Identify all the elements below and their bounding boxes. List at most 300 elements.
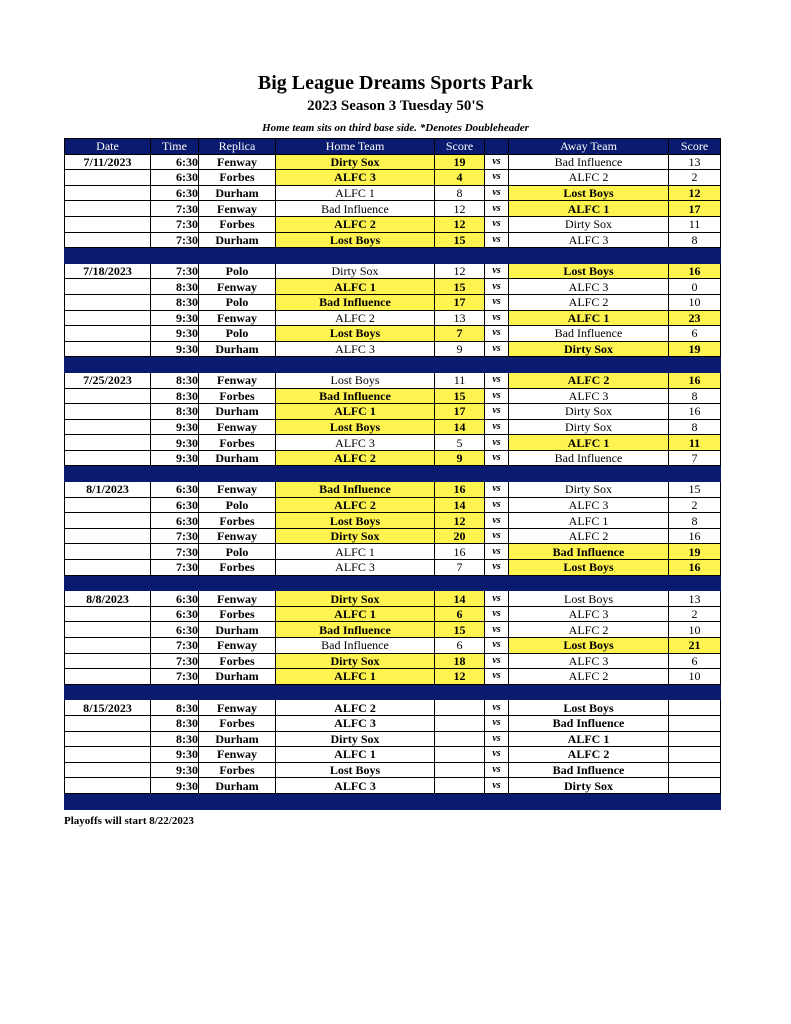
- table-row: [65, 326, 721, 342]
- week-separator: [65, 684, 721, 700]
- game-replica: Forbes: [199, 653, 276, 669]
- schedule-table: [64, 138, 721, 810]
- away-score: 8: [669, 388, 721, 404]
- game-date: 8/1/2023: [65, 482, 151, 498]
- game-time: 6:30: [151, 591, 199, 607]
- away-team: Lost Boys: [509, 700, 669, 716]
- home-team: Dirty Sox: [276, 591, 435, 607]
- home-score: 13: [435, 310, 485, 326]
- away-score: 2: [669, 170, 721, 186]
- game-replica: Fenway: [199, 591, 276, 607]
- week-separator: [65, 466, 721, 482]
- away-score: 8: [669, 232, 721, 248]
- home-team: Bad Influence: [276, 201, 435, 217]
- table-row: [65, 279, 721, 295]
- separator-cell: [669, 357, 721, 373]
- table-row: [65, 715, 721, 731]
- separator-cell: [151, 684, 199, 700]
- game-replica: Fenway: [199, 154, 276, 170]
- separator-cell: [669, 793, 721, 809]
- separator-cell: [509, 248, 669, 264]
- home-score: 14: [435, 497, 485, 513]
- game-date: [65, 778, 151, 794]
- game-date: 7/18/2023: [65, 263, 151, 279]
- table-row: [65, 762, 721, 778]
- home-score: 14: [435, 419, 485, 435]
- game-date: 8/15/2023: [65, 700, 151, 716]
- separator-cell: [669, 575, 721, 591]
- game-time: 7:30: [151, 201, 199, 217]
- away-score: 2: [669, 497, 721, 513]
- game-replica: Durham: [199, 404, 276, 420]
- home-score: [435, 731, 485, 747]
- table-row: [65, 310, 721, 326]
- game-time: 9:30: [151, 419, 199, 435]
- game-date: [65, 294, 151, 310]
- game-time: 8:30: [151, 388, 199, 404]
- separator-cell: [65, 575, 151, 591]
- game-time: 8:30: [151, 372, 199, 388]
- home-score: 9: [435, 450, 485, 466]
- table-row: [65, 544, 721, 560]
- away-team: ALFC 3: [509, 653, 669, 669]
- col-header-date: Date: [65, 139, 151, 155]
- table-row: [65, 731, 721, 747]
- separator-cell: [509, 575, 669, 591]
- game-replica: Fenway: [199, 638, 276, 654]
- vs-label: vs: [485, 606, 509, 622]
- away-team: Bad Influence: [509, 326, 669, 342]
- home-score: 15: [435, 622, 485, 638]
- game-time: 9:30: [151, 310, 199, 326]
- game-replica: Forbes: [199, 435, 276, 451]
- home-score: [435, 747, 485, 763]
- away-score: [669, 778, 721, 794]
- home-team: ALFC 3: [276, 560, 435, 576]
- home-score: [435, 700, 485, 716]
- home-score: [435, 762, 485, 778]
- home-score: 15: [435, 232, 485, 248]
- home-score: [435, 715, 485, 731]
- vs-label: vs: [485, 310, 509, 326]
- home-score: 17: [435, 294, 485, 310]
- home-team: Bad Influence: [276, 482, 435, 498]
- away-score: 13: [669, 591, 721, 607]
- away-team: Dirty Sox: [509, 404, 669, 420]
- week-separator: [65, 793, 721, 809]
- separator-cell: [435, 248, 485, 264]
- away-team: ALFC 3: [509, 232, 669, 248]
- away-score: 16: [669, 263, 721, 279]
- game-date: [65, 216, 151, 232]
- game-replica: Fenway: [199, 372, 276, 388]
- game-replica: Forbes: [199, 715, 276, 731]
- game-time: 6:30: [151, 170, 199, 186]
- game-time: 6:30: [151, 154, 199, 170]
- game-date: [65, 669, 151, 685]
- game-replica: Polo: [199, 326, 276, 342]
- separator-cell: [276, 466, 435, 482]
- separator-cell: [509, 466, 669, 482]
- vs-label: vs: [485, 497, 509, 513]
- away-team: ALFC 1: [509, 731, 669, 747]
- table-row: [65, 653, 721, 669]
- home-score: 7: [435, 560, 485, 576]
- separator-cell: [199, 575, 276, 591]
- away-score: 17: [669, 201, 721, 217]
- col-header-home-team: Home Team: [276, 139, 435, 155]
- separator-cell: [485, 466, 509, 482]
- away-team: ALFC 2: [509, 669, 669, 685]
- away-score: [669, 731, 721, 747]
- home-team: ALFC 1: [276, 606, 435, 622]
- away-score: 2: [669, 606, 721, 622]
- table-row: [65, 528, 721, 544]
- separator-cell: [276, 357, 435, 373]
- vs-label: vs: [485, 762, 509, 778]
- col-header-replica: Replica: [199, 139, 276, 155]
- away-team: Bad Influence: [509, 762, 669, 778]
- vs-label: vs: [485, 404, 509, 420]
- home-team: Bad Influence: [276, 638, 435, 654]
- home-score: 17: [435, 404, 485, 420]
- away-team: ALFC 2: [509, 747, 669, 763]
- table-row: [65, 294, 721, 310]
- table-row: [65, 700, 721, 716]
- away-score: 10: [669, 669, 721, 685]
- separator-cell: [509, 793, 669, 809]
- game-replica: Forbes: [199, 216, 276, 232]
- away-team: Lost Boys: [509, 263, 669, 279]
- separator-cell: [435, 357, 485, 373]
- game-date: [65, 435, 151, 451]
- game-date: [65, 419, 151, 435]
- separator-cell: [65, 684, 151, 700]
- home-score: 15: [435, 279, 485, 295]
- vs-label: vs: [485, 778, 509, 794]
- home-score: 12: [435, 263, 485, 279]
- home-team: Lost Boys: [276, 372, 435, 388]
- game-date: 7/11/2023: [65, 154, 151, 170]
- game-replica: Fenway: [199, 279, 276, 295]
- game-time: 8:30: [151, 294, 199, 310]
- table-row: [65, 513, 721, 529]
- home-team: Bad Influence: [276, 294, 435, 310]
- away-score: 13: [669, 154, 721, 170]
- table-header-row: [65, 139, 721, 155]
- away-score: 15: [669, 482, 721, 498]
- separator-cell: [669, 466, 721, 482]
- vs-label: vs: [485, 170, 509, 186]
- game-time: 8:30: [151, 731, 199, 747]
- game-time: 6:30: [151, 513, 199, 529]
- vs-label: vs: [485, 700, 509, 716]
- game-time: 7:30: [151, 216, 199, 232]
- table-row: [65, 435, 721, 451]
- page-title: Big League Dreams Sports Park: [257, 72, 534, 94]
- game-date: [65, 653, 151, 669]
- home-score: 15: [435, 388, 485, 404]
- separator-cell: [65, 357, 151, 373]
- game-replica: Fenway: [199, 482, 276, 498]
- home-score: 7: [435, 326, 485, 342]
- away-team: Bad Influence: [509, 154, 669, 170]
- separator-cell: [151, 466, 199, 482]
- away-score: 23: [669, 310, 721, 326]
- home-score: 18: [435, 653, 485, 669]
- home-team: ALFC 1: [276, 185, 435, 201]
- game-replica: Fenway: [199, 747, 276, 763]
- away-team: Dirty Sox: [509, 341, 669, 357]
- separator-cell: [65, 248, 151, 264]
- away-team: Lost Boys: [509, 638, 669, 654]
- vs-label: vs: [485, 216, 509, 232]
- away-team: ALFC 3: [509, 497, 669, 513]
- separator-cell: [276, 575, 435, 591]
- game-replica: Durham: [199, 669, 276, 685]
- away-score: 8: [669, 513, 721, 529]
- away-score: 10: [669, 622, 721, 638]
- away-score: 16: [669, 404, 721, 420]
- game-time: 7:30: [151, 544, 199, 560]
- away-team: ALFC 2: [509, 170, 669, 186]
- away-score: 8: [669, 419, 721, 435]
- home-team: Bad Influence: [276, 388, 435, 404]
- game-time: 8:30: [151, 715, 199, 731]
- table-row: [65, 778, 721, 794]
- home-score: 9: [435, 341, 485, 357]
- game-replica: Fenway: [199, 700, 276, 716]
- away-score: 11: [669, 435, 721, 451]
- away-team: ALFC 2: [509, 528, 669, 544]
- vs-label: vs: [485, 201, 509, 217]
- home-team: Bad Influence: [276, 622, 435, 638]
- game-replica: Polo: [199, 294, 276, 310]
- away-score: [669, 762, 721, 778]
- game-date: [65, 388, 151, 404]
- separator-cell: [485, 793, 509, 809]
- home-team: ALFC 3: [276, 341, 435, 357]
- separator-cell: [199, 684, 276, 700]
- game-replica: Durham: [199, 778, 276, 794]
- home-score: [435, 778, 485, 794]
- game-time: 7:30: [151, 560, 199, 576]
- home-score: 5: [435, 435, 485, 451]
- home-score: 11: [435, 372, 485, 388]
- away-team: ALFC 3: [509, 606, 669, 622]
- home-team: ALFC 2: [276, 700, 435, 716]
- vs-label: vs: [485, 591, 509, 607]
- col-header-vs: [485, 139, 509, 155]
- away-score: [669, 747, 721, 763]
- vs-label: vs: [485, 185, 509, 201]
- game-time: 9:30: [151, 326, 199, 342]
- game-replica: Durham: [199, 341, 276, 357]
- game-date: 7/25/2023: [65, 372, 151, 388]
- game-replica: Fenway: [199, 528, 276, 544]
- game-time: 7:30: [151, 528, 199, 544]
- separator-cell: [151, 357, 199, 373]
- away-team: Bad Influence: [509, 450, 669, 466]
- game-date: [65, 497, 151, 513]
- vs-label: vs: [485, 326, 509, 342]
- table-row: [65, 606, 721, 622]
- game-replica: Fenway: [199, 201, 276, 217]
- game-date: 8/8/2023: [65, 591, 151, 607]
- away-team: Dirty Sox: [509, 482, 669, 498]
- week-separator: [65, 248, 721, 264]
- home-score: 14: [435, 591, 485, 607]
- game-replica: Polo: [199, 263, 276, 279]
- away-score: 16: [669, 560, 721, 576]
- vs-label: vs: [485, 435, 509, 451]
- vs-label: vs: [485, 388, 509, 404]
- vs-label: vs: [485, 341, 509, 357]
- game-replica: Durham: [199, 731, 276, 747]
- table-row: [65, 263, 721, 279]
- home-team: Lost Boys: [276, 326, 435, 342]
- home-score: 12: [435, 669, 485, 685]
- table-row: [65, 497, 721, 513]
- game-replica: Forbes: [199, 560, 276, 576]
- schedule-body: [65, 154, 721, 809]
- table-row: [65, 404, 721, 420]
- game-date: [65, 731, 151, 747]
- game-time: 7:30: [151, 263, 199, 279]
- away-score: 6: [669, 326, 721, 342]
- home-team: Lost Boys: [276, 232, 435, 248]
- game-date: [65, 544, 151, 560]
- game-date: [65, 528, 151, 544]
- table-row: [65, 622, 721, 638]
- table-row: [65, 388, 721, 404]
- game-time: 9:30: [151, 435, 199, 451]
- game-date: [65, 185, 151, 201]
- table-row: [65, 747, 721, 763]
- vs-label: vs: [485, 747, 509, 763]
- col-header-time: Time: [151, 139, 199, 155]
- table-row: [65, 669, 721, 685]
- away-team: Lost Boys: [509, 185, 669, 201]
- home-score: 16: [435, 482, 485, 498]
- away-team: Dirty Sox: [509, 778, 669, 794]
- home-team: ALFC 3: [276, 778, 435, 794]
- game-date: [65, 638, 151, 654]
- game-time: 9:30: [151, 762, 199, 778]
- game-time: 7:30: [151, 653, 199, 669]
- home-team: ALFC 1: [276, 544, 435, 560]
- separator-cell: [485, 248, 509, 264]
- vs-label: vs: [485, 653, 509, 669]
- game-replica: Durham: [199, 232, 276, 248]
- table-row: [65, 201, 721, 217]
- table-row: [65, 232, 721, 248]
- game-replica: Fenway: [199, 419, 276, 435]
- separator-cell: [151, 248, 199, 264]
- separator-cell: [199, 793, 276, 809]
- table-row: [65, 170, 721, 186]
- game-date: [65, 326, 151, 342]
- table-row: [65, 482, 721, 498]
- home-score: 8: [435, 185, 485, 201]
- separator-cell: [276, 793, 435, 809]
- away-score: 21: [669, 638, 721, 654]
- playoffs-note: Playoffs will start 8/22/2023: [64, 815, 194, 827]
- separator-cell: [276, 684, 435, 700]
- separator-cell: [509, 684, 669, 700]
- game-time: 7:30: [151, 638, 199, 654]
- vs-label: vs: [485, 513, 509, 529]
- away-team: Bad Influence: [509, 715, 669, 731]
- game-replica: Polo: [199, 497, 276, 513]
- home-score: 6: [435, 606, 485, 622]
- home-team: Dirty Sox: [276, 528, 435, 544]
- separator-cell: [199, 248, 276, 264]
- game-date: [65, 341, 151, 357]
- table-row: [65, 560, 721, 576]
- home-score: 6: [435, 638, 485, 654]
- away-score: 7: [669, 450, 721, 466]
- col-header-away-team: Away Team: [509, 139, 669, 155]
- away-team: Dirty Sox: [509, 419, 669, 435]
- vs-label: vs: [485, 560, 509, 576]
- separator-cell: [435, 684, 485, 700]
- game-date: [65, 232, 151, 248]
- game-date: [65, 622, 151, 638]
- away-team: Bad Influence: [509, 544, 669, 560]
- game-replica: Durham: [199, 450, 276, 466]
- table-row: [65, 591, 721, 607]
- week-separator: [65, 357, 721, 373]
- separator-cell: [276, 248, 435, 264]
- game-replica: Durham: [199, 622, 276, 638]
- separator-cell: [485, 357, 509, 373]
- separator-cell: [485, 575, 509, 591]
- separator-cell: [65, 466, 151, 482]
- game-time: 6:30: [151, 606, 199, 622]
- vs-label: vs: [485, 232, 509, 248]
- game-date: [65, 606, 151, 622]
- separator-cell: [485, 684, 509, 700]
- table-row: [65, 372, 721, 388]
- vs-label: vs: [485, 419, 509, 435]
- away-team: ALFC 1: [509, 310, 669, 326]
- away-score: [669, 715, 721, 731]
- away-score: 6: [669, 653, 721, 669]
- vs-label: vs: [485, 279, 509, 295]
- separator-cell: [199, 357, 276, 373]
- home-team: ALFC 2: [276, 310, 435, 326]
- col-header-away-score: Score: [669, 139, 721, 155]
- separator-cell: [151, 575, 199, 591]
- vs-label: vs: [485, 715, 509, 731]
- vs-label: vs: [485, 731, 509, 747]
- away-score: 16: [669, 372, 721, 388]
- separator-cell: [65, 793, 151, 809]
- separator-cell: [435, 793, 485, 809]
- vs-label: vs: [485, 544, 509, 560]
- game-replica: Forbes: [199, 513, 276, 529]
- table-row: [65, 185, 721, 201]
- table-row: [65, 419, 721, 435]
- home-score: 12: [435, 513, 485, 529]
- game-time: 6:30: [151, 185, 199, 201]
- home-team: Lost Boys: [276, 762, 435, 778]
- home-team: ALFC 2: [276, 450, 435, 466]
- home-team: ALFC 1: [276, 404, 435, 420]
- page-subtitle: 2023 Season 3 Tuesday 50'S: [307, 98, 484, 114]
- home-team: ALFC 1: [276, 669, 435, 685]
